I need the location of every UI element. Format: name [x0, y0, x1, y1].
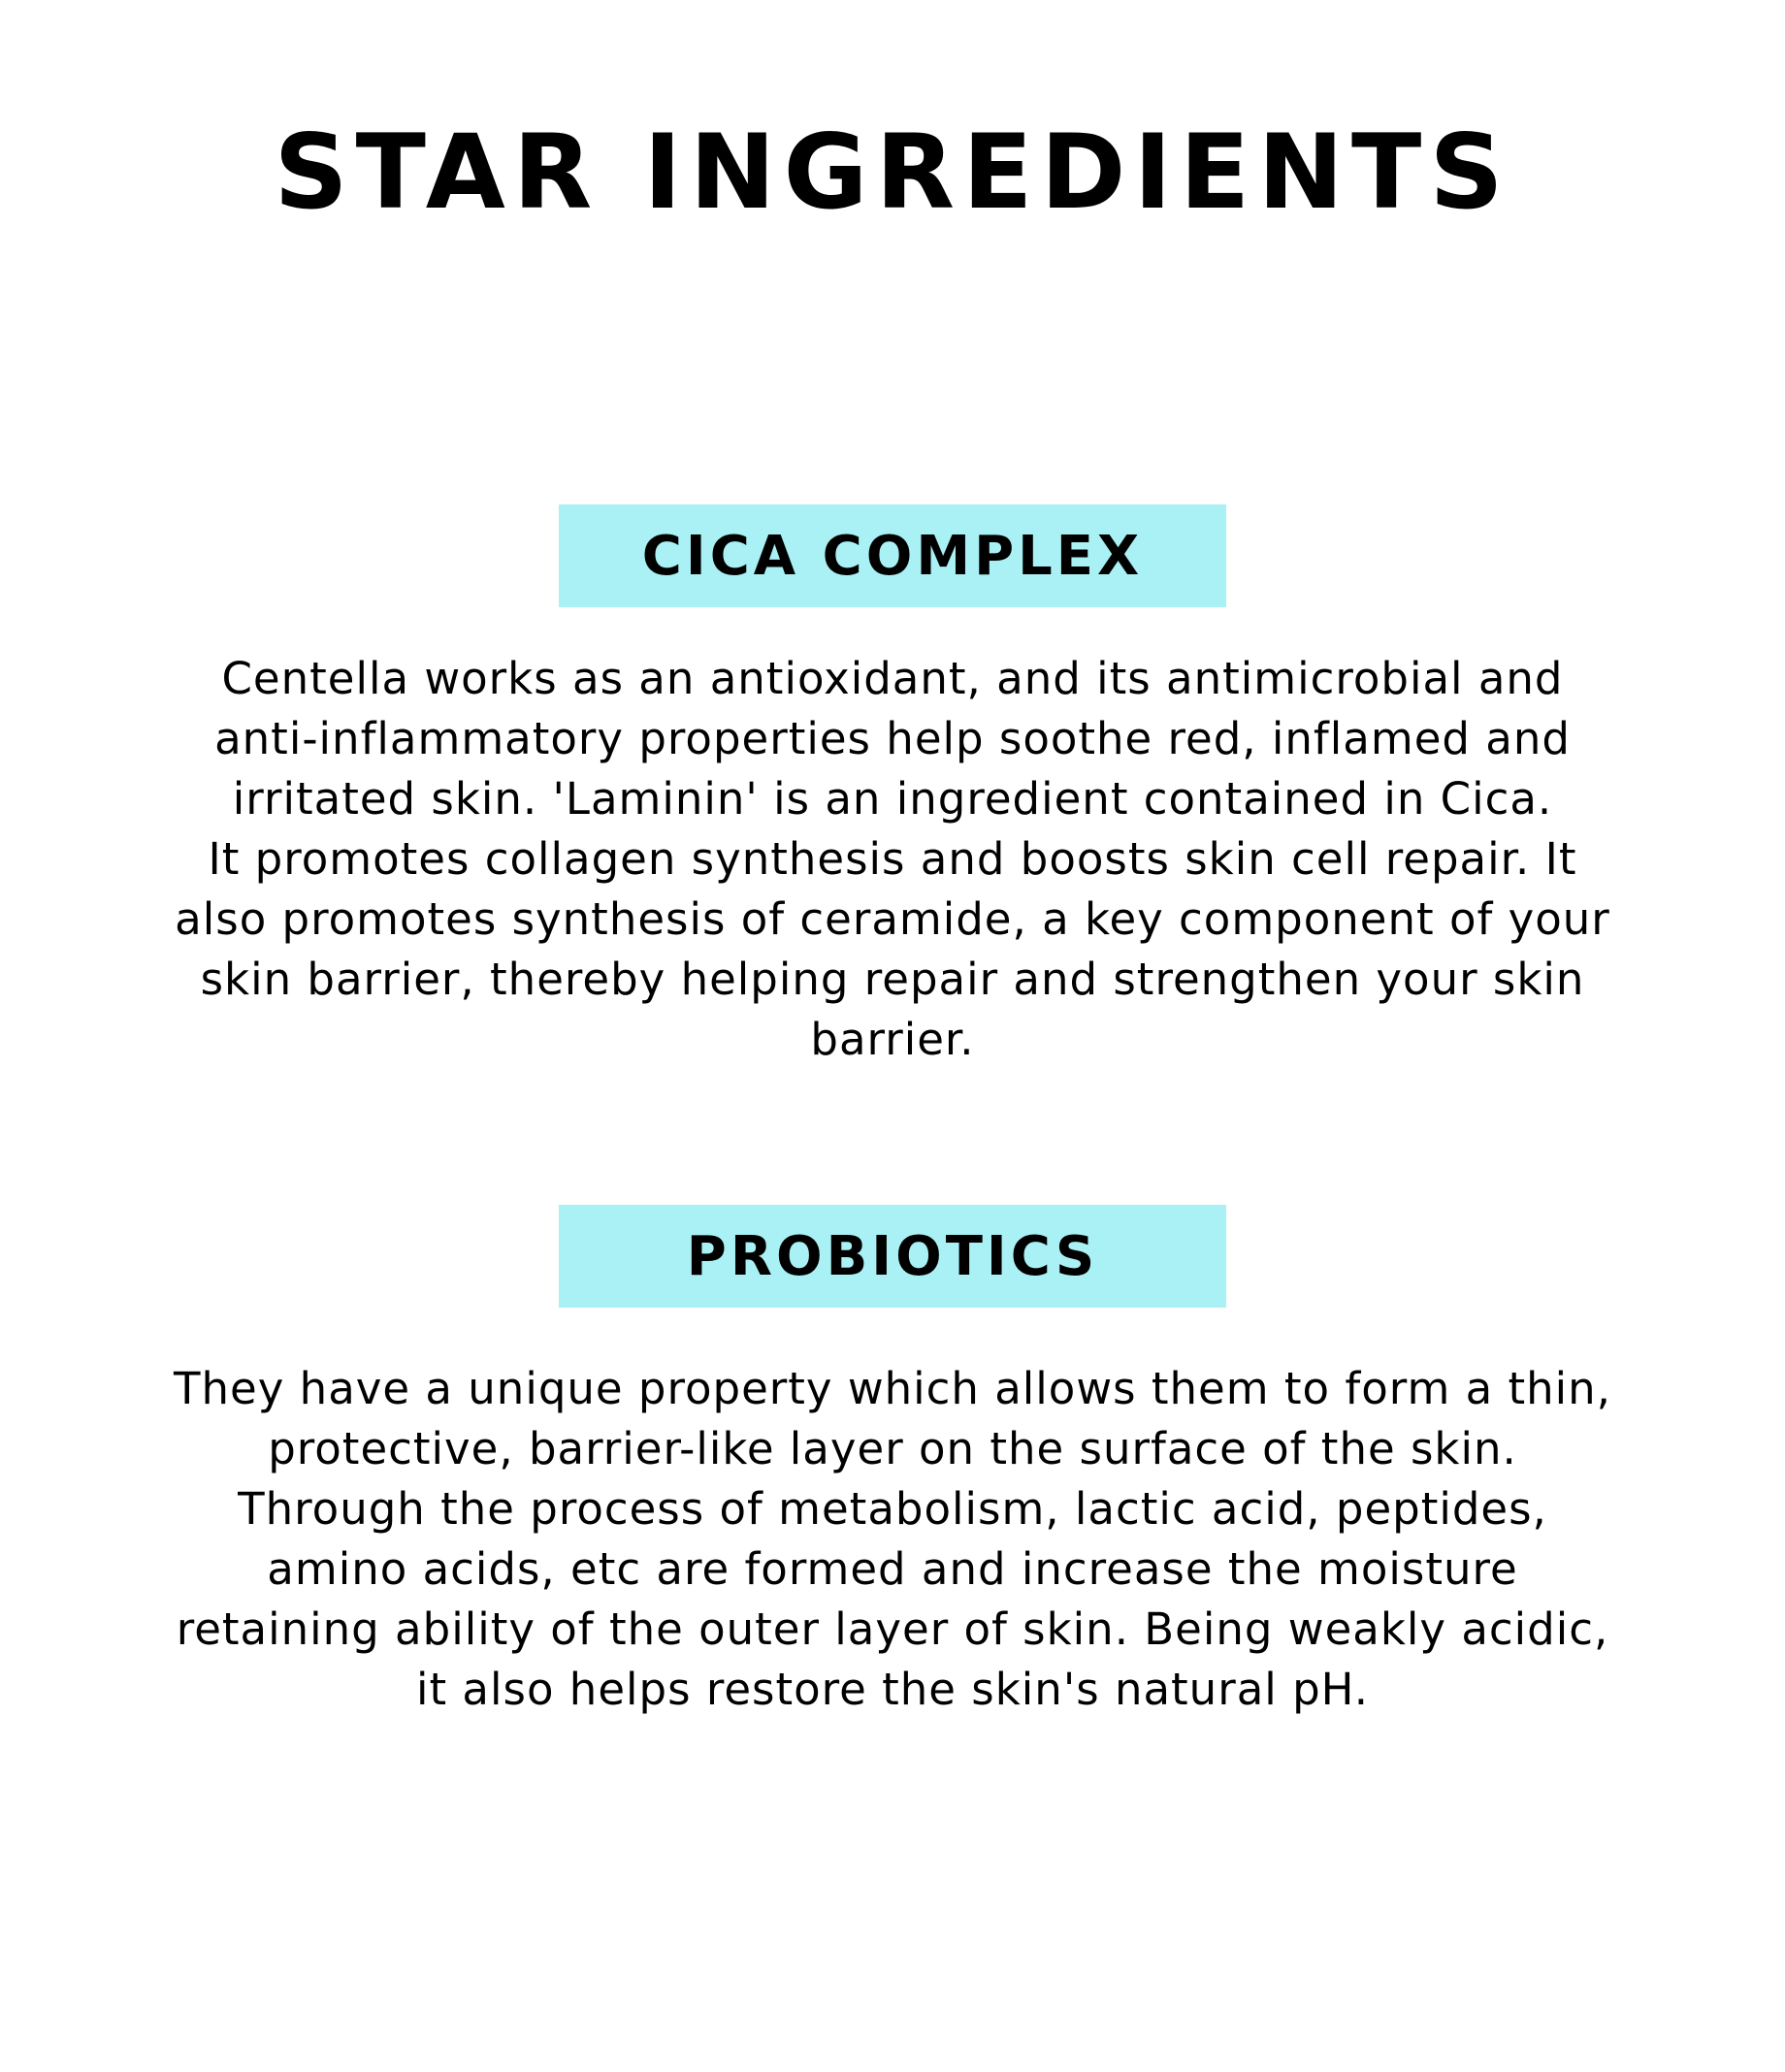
- description-line: amino acids, etc are formed and increase the moisture: [267, 1543, 1518, 1595]
- description-line: It promotes collagen synthesis and boosts skin cell repair. It: [208, 833, 1577, 885]
- description-line: also promotes synthesis of ceramide, a key component of your: [175, 893, 1610, 945]
- ingredient-description-probiotics: [116, 1359, 1669, 1720]
- ingredient-tag-cica-complex: CICA COMPLEX: [559, 504, 1226, 607]
- description-line: it also helps restore the skin's natural pH.: [415, 1664, 1369, 1715]
- description-line: irritated skin. 'Laminin' is an ingredient contained in Cica.: [232, 773, 1553, 825]
- description-line: They have a unique property which allows them to form a thin,: [174, 1363, 1611, 1414]
- description-line: barrier.: [810, 1014, 975, 1065]
- description-line: retaining ability of the outer layer of skin. Being weakly acidic,: [176, 1603, 1609, 1655]
- ingredient-tag-probiotics: PROBIOTICS: [559, 1205, 1226, 1308]
- ingredient-description-cica-complex: [116, 649, 1669, 1070]
- page-title: STAR INGREDIENTS: [274, 113, 1511, 232]
- description-line: skin barrier, thereby helping repair and strengthen your skin: [200, 954, 1585, 1005]
- description-line: anti-inflammatory properties help soothe red, inflamed and: [214, 713, 1571, 764]
- description-line: protective, barrier-like layer on the surface of the skin.: [268, 1423, 1517, 1474]
- description-line: Centella works as an antioxidant, and its antimicrobial and: [221, 653, 1564, 704]
- description-line: Through the process of metabolism, lactic acid, peptides,: [238, 1483, 1547, 1535]
